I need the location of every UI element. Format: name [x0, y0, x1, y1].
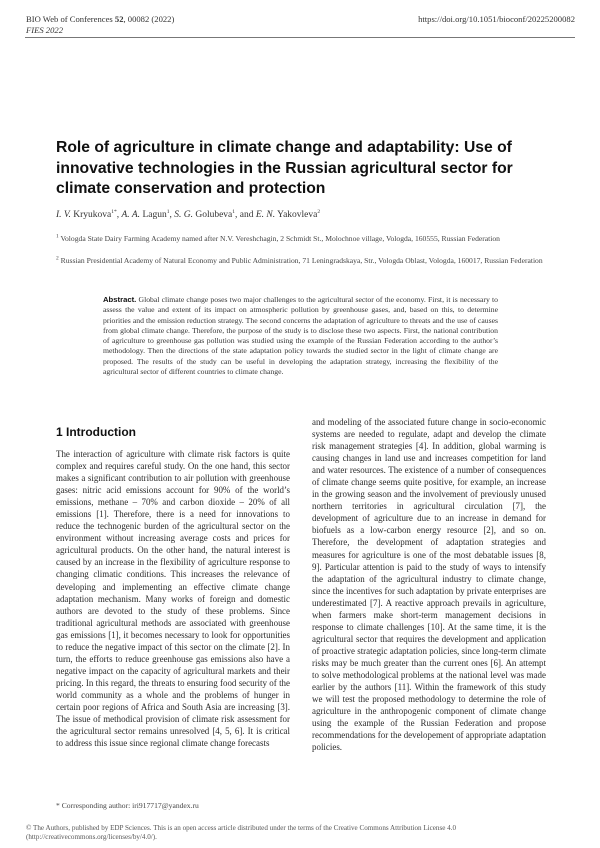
affiliation: $^1$ Vologda State Dairy Farming Academy named after N.V. Vereshchagin, 2 Schmidt St., Molochnoe village, Vologda, 160555, Russian Federation: [56, 233, 500, 243]
affiliation: $^2$ Russian Presidential Academy of Natural Economy and Public Administration, 71 Leningradskaya, Str., Vologda Oblast, Vologda, 160017, Russian Federation: [56, 255, 543, 265]
author: S. G. Golubeva$^1$, and: [174, 208, 256, 220]
header-divider: [25, 37, 575, 38]
doi-link[interactable]: https://doi.org/10.1051/bioconf/20225200082: [418, 14, 575, 24]
author: A. A. Lagun$^1$,: [121, 208, 175, 220]
body-column-right: and modeling of the associated future change in socio-economic systems are needed to regulate, adapt and develop the climate risk management strategies [4]. In addition, global warming is causing changes in land use and increases competition for land and water resources. The existence of a number of consequences of climate change seems quite positive, for example, an increase in the growing season and the involvement of previously unused northern territories in agricultural circulation [7], the development of agriculture due to an increase in demand for biofuels as a low-carbon energy resource [2], and so on. Therefore, the development of adaptation strategies and measures for agriculture is one of the most debatable issues [8, 9]. Particular attention is paid to the study of ways to intensify the adaptation of the agricultural industry to climate change, since the incentives for such adaptation by private enterprises are underestimated [7]. A reactive approach prevails in agriculture, when farmers make short-term management decisions in response to climate challenges [10]. At the same time, it is the agricultural sector that requires the development and application of proactive strategic adaptation policies, since long-term climate risks may be much greater than the current ones [6]. An attempt to solve methodological problems at the national level was made earlier by the authors [11]. Within the framework of this study we will test the proposed methodology to determine the role of agriculture in the anthropogenic component of climate change using the example of the Russian Federation and propose recommendations for the developement of appropriate adaptation policies.: [312, 417, 546, 753]
author: I. V. Kryukova$^{1*}$,: [56, 208, 122, 220]
running-header-left: [26, 14, 174, 35]
paper-title: Role of agriculture in climate change and adaptability: Use of innovative technologies in the Russian agricultural sector for climate conservation and protection: [56, 139, 513, 197]
conference-name: FIES 2022: [26, 24, 63, 35]
author-list: [56, 210, 320, 220]
corresponding-author-footnote: * Corresponding author: iri917717@yandex.ru: [56, 801, 199, 810]
license-notice: © The Authors, published by EDP Sciences. This is an open access article distributed under the terms of the Creative Commons Attribution License 4.0 (http://creativecommons.org/licenses/by/4.0/).: [26, 824, 457, 841]
author: E. N. Yakovleva$^2$: [255, 208, 321, 220]
journal-citation: BIO Web of Conferences 52, 00082 (2022): [26, 14, 175, 24]
section-heading: 1 Introduction: [56, 425, 136, 439]
abstract: Abstract. Global climate change poses two major challenges to the agricultural sector of the economy. First, it is necessary to assess the value and extent of its impact on atmospheric pollution by greenhouse gases, and, based on this, to determine priorities and the emission reduction strategy. The second concerns the adaptation of agriculture to threats and the use of causes from global climate change. Therefore, the purpose of the study is to disclose these two aspects. First, the national contribution of agriculture to greenhouse gas pollution was studied using the example of the Russian Federation according to the author’s methodology. Then the directions of the state adaptation policy towards the studied sector in the light of climate change are proposed. The results of the study can be useful in developing the adaptation strategy, increasing the flexibility of the agricultural sector of different countries to climate change.: [103, 295, 498, 377]
body-column-left: The interaction of agriculture with climate risk factors is quite complex and requires careful study. On the one hand, this sector makes a significant contribution to air pollution with greenhouse gases: nitric acid emissions account for 90% of the world’s emissions, methane – 70% and carbon dioxide – 20% of all emissions [1]. Therefore, there is a need for innovations to reduce the technogenic burden of the agricultural sector on the environment without increasing average costs and prices for agricultural products. On the other hand, the natural interest is caused by an increase in the flexibility of agriculture response to changing climatic conditions. This increases the relevance of developing and implementing an effective climate change adaptation mechanism. Many works of foreign and domestic authors are devoted to the study of these problems. Since traditional agricultural methods are associated with greenhouse gas emissions [1], it becomes necessary to look for opportunities to reduce the negative impact of this sector on the climate [2]. In turn, the efforts to reduce greenhouse gas emissions also have a negative impact on the capacity of agricultural markets and their pricing. In this regard, the threats to ensuring food security of the world community as a whole and the problems of hunger in certain poor regions of Africa and South Asia are increasing [3]. The issue of methodical provision of climate risk assessment for the agricultural sector remains unresolved [4, 5, 6]. It is critical to address this issue since regional climate change forecasts: [56, 449, 290, 749]
